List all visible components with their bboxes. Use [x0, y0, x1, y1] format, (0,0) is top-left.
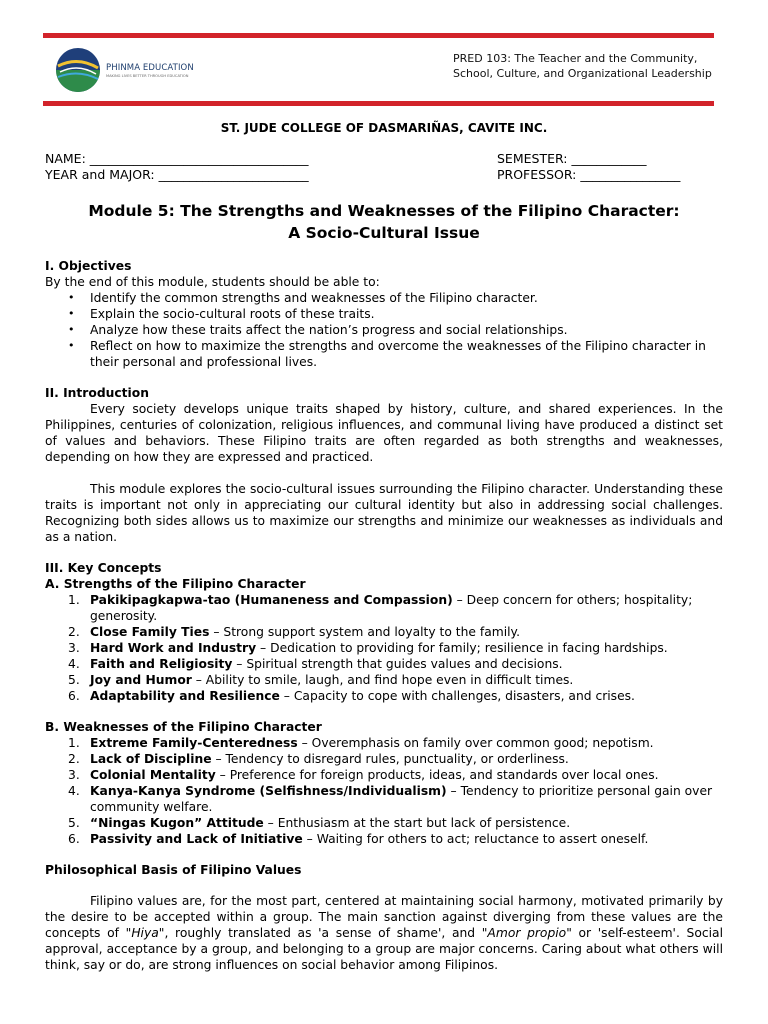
- list-item: 4. Faith and Religiosity – Spiritual strength that guides values and decisions.: [68, 657, 563, 671]
- phinma-logo: [52, 45, 212, 95]
- logo-name: PHINMA EDUCATION: [106, 62, 194, 73]
- name-field[interactable]: NAME: ___________________________________: [45, 151, 309, 166]
- student-fields: [45, 151, 309, 183]
- strengths-list: [45, 592, 723, 704]
- module-title: [0, 200, 768, 244]
- list-item: 3. Hard Work and Industry – Dedication to providing for family; resilience in facing hardships.: [68, 641, 668, 655]
- list-item: 1. Extreme Family-Centeredness – Overemphasis on family over common good; nepotism.: [68, 736, 654, 750]
- year-major-field[interactable]: YEAR and MAJOR: ________________________: [45, 167, 309, 182]
- logo-tagline: MAKING LIVES BETTER THROUGH EDUCATION: [106, 73, 189, 78]
- module-title-line-1: Module 5: The Strengths and Weaknesses of the Filipino Character:: [88, 202, 680, 220]
- introduction-paragraph-1: Every society develops unique traits shaped by history, culture, and shared experiences. In the Philippines, centuries of colonization, religious influences, and communal living have produced a distinct set of values and behaviors. These Filipino traits are often regarded as both strengths and weaknesses, depending on how they are expressed and practiced.: [45, 402, 723, 464]
- objectives-list: [45, 290, 723, 370]
- school-name: ST. JUDE COLLEGE OF DASMARIÑAS, CAVITE INC.: [220, 121, 548, 135]
- list-item: • Explain the socio-cultural roots of these traits.: [90, 306, 723, 322]
- list-item: 6. Adaptability and Resilience – Capacity to cope with challenges, disasters, and crises.: [68, 689, 635, 703]
- module-body: [45, 258, 723, 973]
- module-title-line-2: A Socio-Cultural Issue: [288, 224, 480, 242]
- introduction-paragraph-2: This module explores the socio-cultural issues surrounding the Filipino character. Understanding these traits is important not only in appreciating our cultural identity but also in addressing social challenges. Recognizing both sides allows us to maximize our strengths and minimize our weaknesses as individuals and as a nation.: [45, 482, 723, 544]
- key-concepts-heading: III. Key Concepts: [45, 561, 162, 575]
- professor-field[interactable]: PROFESSOR: ________________: [497, 167, 681, 182]
- objectives-heading: I. Objectives: [45, 259, 132, 273]
- header-bottom-rule: [43, 101, 714, 106]
- course-line-1: PRED 103: The Teacher and the Community,: [453, 52, 698, 65]
- list-item: 5. “Ningas Kugon” Attitude – Enthusiasm at the start but lack of persistence.: [68, 816, 571, 830]
- list-item: 4. Kanya-Kanya Syndrome (Selfishness/Individualism) – Tendency to prioritize personal gain over community welfare.: [68, 784, 713, 814]
- list-item: • Identify the common strengths and weaknesses of the Filipino character.: [90, 290, 723, 306]
- course-fields: [497, 151, 680, 183]
- philosophical-heading: Philosophical Basis of Filipino Values: [45, 863, 302, 877]
- introduction-heading: II. Introduction: [45, 386, 149, 400]
- list-item: 5. Joy and Humor – Ability to smile, laugh, and find hope even in difficult times.: [68, 673, 574, 687]
- course-line-2: School, Culture, and Organizational Leadership: [453, 67, 712, 80]
- phinma-emblem-icon: [52, 46, 104, 94]
- list-item: • Analyze how these traits affect the nation’s progress and social relationships.: [90, 322, 723, 338]
- objectives-intro: By the end of this module, students should be able to:: [45, 275, 380, 289]
- list-item: 6. Passivity and Lack of Initiative – Waiting for others to act; reluctance to assert oneself.: [68, 832, 649, 846]
- list-item: 2. Close Family Ties – Strong support system and loyalty to the family.: [68, 625, 520, 639]
- philosophical-paragraph: Filipino values are, for the most part, centered at maintaining social harmony, motivated primarily by the desire to be accepted within a group. The main sanction against diverging from these values are the concepts of "Hiya", roughly translated as 'a sense of shame', and "Amor propio" or 'self-esteem'. Social approval, acceptance by a group, and belonging to a group are major concerns. Caring about what others will think, say or do, are strong influences on social behavior among Filipinos.: [45, 894, 723, 972]
- header-top-rule: [43, 33, 714, 38]
- strengths-heading: A. Strengths of the Filipino Character: [45, 577, 306, 591]
- semester-field[interactable]: SEMESTER: ____________: [497, 151, 647, 166]
- list-item: 3. Colonial Mentality – Preference for foreign products, ideas, and standards over local ones.: [68, 768, 659, 782]
- weaknesses-heading: B. Weaknesses of the Filipino Character: [45, 720, 322, 734]
- list-item: 2. Lack of Discipline – Tendency to disregard rules, punctuality, or orderliness.: [68, 752, 569, 766]
- weaknesses-list: [45, 735, 723, 847]
- course-title: [453, 51, 712, 81]
- list-item: 1. Pakikipagkapwa-tao (Humaneness and Compassion) – Deep concern for others; hospitality; generosity.: [68, 593, 693, 623]
- list-item: • Reflect on how to maximize the strengths and overcome the weaknesses of the Filipino character in their personal and professional lives.: [90, 338, 723, 370]
